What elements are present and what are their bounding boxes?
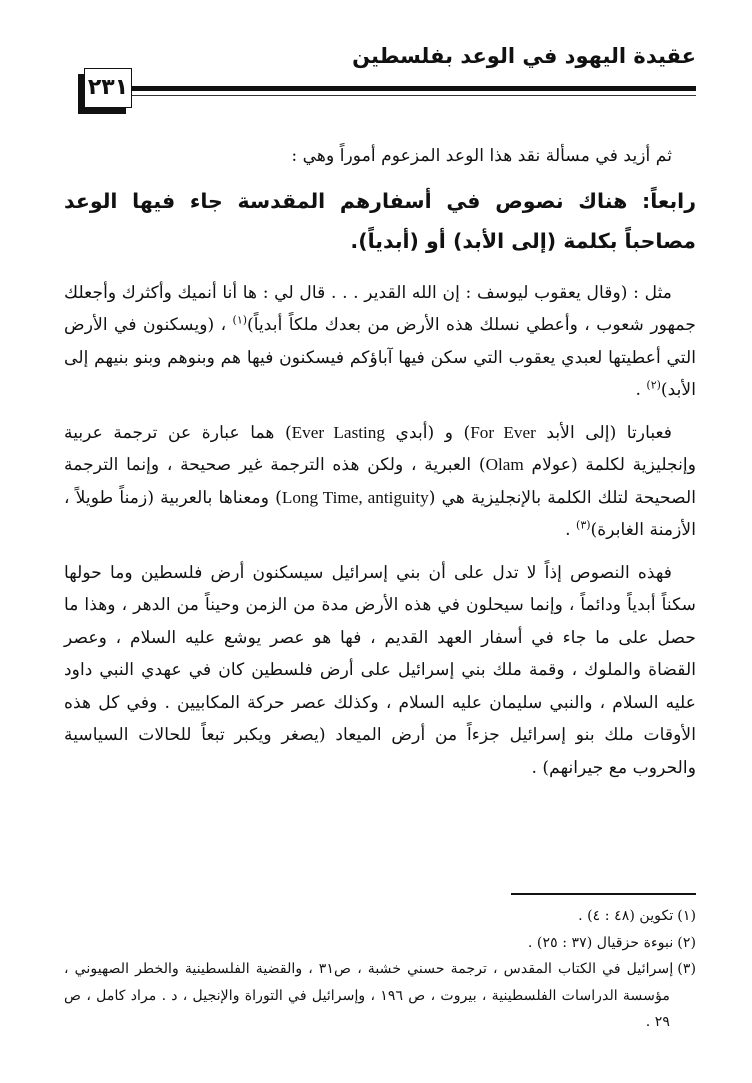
- footnote-number: (١): [677, 908, 696, 924]
- text-run: ) العبرية ، ولكن هذه الترجمة غير صحيحة ، وإنما الترجمة الصحيحة لتلك الكلمة بالإنجليزية هي (: [64, 455, 696, 508]
- footnote-text: تكوين (٤٨ : ٤) .: [578, 908, 674, 924]
- text-run: .: [565, 520, 577, 540]
- header-rule-thick: [107, 86, 696, 91]
- paragraph: [64, 417, 696, 547]
- footnotes: [64, 903, 696, 1036]
- footnote-number: (٢): [677, 934, 696, 951]
- paragraph: [64, 277, 696, 407]
- text-run: ، (ويسكنون في الأرض التي أعطيتها لعبدي يعقوب التي سكن فيها آباؤكم فيسكنون فيها هم وبنوهم وبنو بنيهم إلى الأبد): [64, 315, 696, 400]
- text-run: ) هما عبارة عن ترجمة عربية وإنجليزية لكلمة (عولام: [64, 422, 696, 475]
- text-run: ) و (أبدي: [385, 422, 471, 443]
- footnote-text: نبوءة حزقيال (٣٧ : ٢٥) .: [527, 934, 674, 951]
- footnote: [64, 930, 696, 957]
- running-title: عقيدة اليهود في الوعد بفلسطين: [352, 44, 696, 68]
- footnote-ref[interactable]: (٢): [646, 378, 661, 392]
- latin-term: Long Time, antiguity: [281, 487, 429, 507]
- page-number: ٢٣١: [87, 75, 129, 100]
- header-rule-thin: [107, 95, 696, 96]
- footnote-number: (٣): [677, 961, 696, 977]
- footnote: [64, 903, 696, 930]
- footnote-separator: [511, 893, 696, 895]
- text-run: فهذه النصوص إذاً لا تدل على أن بني إسرائيل سيسكنون أرض فلسطين وما حولها سكناً أبدياً ودائماً ، وإنما سيحلون في هذه الأرض مدة من الزمن وحيناً من الدهر ، وهذا ما حصل على ما جاء في أسفار العهد القديم ، فها هو عصر يوشع عليه السلام ، وعصر القضاة والملوك ، وقمة ملك بني إسرائيل على أرض فلسطين كان في عهدي النبي داود عليه السلام ، والنبي سليمان عليه السلام ، وكذلك عصر حركة المكابيين . وفي كل هذه الأوقات ملك بنو إسرائيل جزءاً من أرض الميعاد (يصغر ويكبر تبعاً للحالات السياسية والحروب مع جيرانهم) .: [64, 562, 696, 778]
- paragraph: [64, 557, 696, 785]
- latin-term: Olam: [485, 455, 524, 474]
- latin-term: For Ever: [470, 422, 536, 442]
- main-content: [64, 140, 696, 784]
- footnote-text: إسرائيل في الكتاب المقدس ، ترجمة حسني خشبة ، ص٣١ ، والقضية الفلسطينية والخطر الصهيوني ، مؤسسة الدراسات الفلسطينية ، بيروت ، ص ١٩٦ ، وإسرائيل في التوراة والإنجيل ، د . مراد كامل ، ص ٢٩ .: [64, 961, 674, 1030]
- text-run: .: [635, 380, 647, 400]
- footnote-ref[interactable]: (١): [232, 313, 248, 327]
- text-run: ) ومعناها بالعربية (زمناً طويلاً ، الأزمنة الغابرة): [64, 487, 696, 540]
- page-number-box: [84, 68, 132, 108]
- latin-term: Ever Lasting: [291, 422, 385, 442]
- footnote-ref[interactable]: (٣): [576, 518, 591, 532]
- intro-line: ثم أزيد في مسألة نقد هذا الوعد المزعوم أموراً وهي :: [291, 146, 672, 166]
- text-run: مثل : (وقال يعقوب ليوسف : إن الله القدير . . . قال لي : ها أنا أنميك وأكثرك وأجعلك جمهور شعوب ، وأعطي نسلك هذه الأرض من بعدك ملكاً أبدياً): [64, 282, 696, 335]
- text-run: فعبارتا (إلى الأبد: [535, 422, 673, 443]
- section-heading: رابعاً: هناك نصوص في أسفارهم المقدسة جاء فيها الوعد مصاحباً بكلمة (إلى الأبد) أو (أبدياً).: [64, 188, 696, 253]
- footnote: [64, 956, 696, 1036]
